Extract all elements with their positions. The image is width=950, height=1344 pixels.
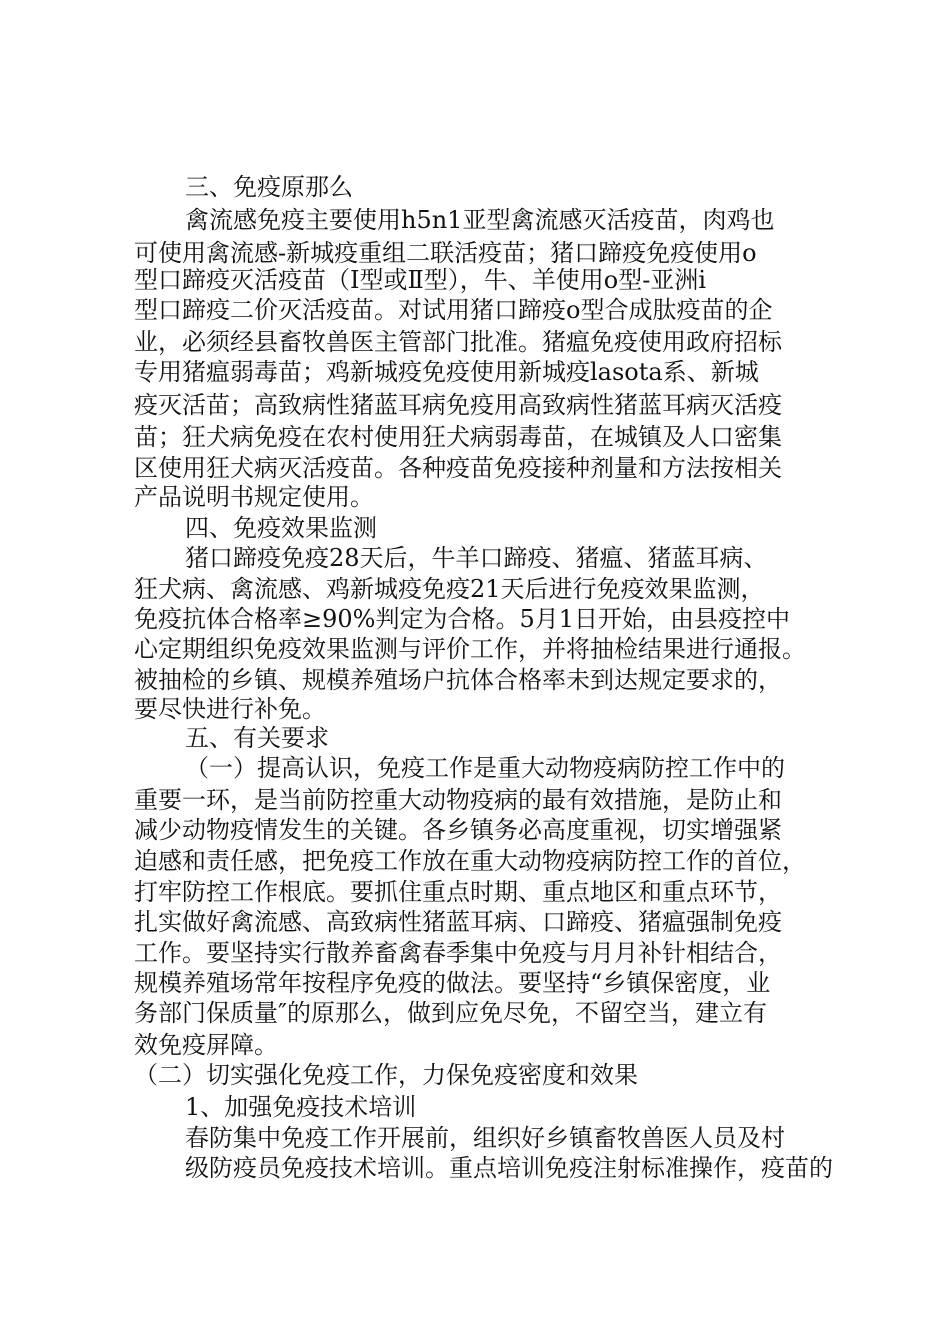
paragraph-line: 型口蹄疫灭活疫苗（Ⅰ型或Ⅱ型），牛、羊使用o型-亚洲i — [134, 266, 707, 294]
paragraph-line: 重要一环，是当前防控重大动物疫病的最有效措施，是防止和 — [134, 786, 782, 814]
paragraph-line: 疫灭活苗；高致病性猪蓝耳病免疫用高致病性猪蓝耳病灭活疫 — [134, 391, 782, 419]
paragraph-line: （二）切实强化免疫工作，力保免疫密度和效果 — [134, 1061, 638, 1089]
paragraph-line: 心定期组织免疫效果监测与评价工作，并将抽检结果进行通报。 — [134, 635, 806, 663]
paragraph-line: 苗；狂犬病免疫在农村使用狂犬病弱毒苗，在城镇及人口密集 — [134, 423, 782, 451]
section-heading: 三、免疫原那么 — [185, 173, 353, 201]
paragraph-line: 型口蹄疫二价灭活疫苗。对试用猪口蹄疫o型合成肽疫苗的企 — [134, 296, 773, 324]
paragraph-line: 效免疫屏障。 — [134, 1031, 278, 1059]
paragraph-line: 要尽快进行补免。 — [134, 695, 326, 723]
subsection-heading: 春防集中免疫工作开展前，组织好乡镇畜牧兽医人员及村 — [185, 1124, 785, 1152]
paragraph-line: 免疫抗体合格率≥90%判定为合格。5月1日开始，由县疫控中 — [134, 605, 790, 633]
subsection-heading: 1、加强免疫技术培训 — [185, 1093, 417, 1121]
paragraph-line: （一）提高认识，免疫工作是重大动物疫病防控工作中的 — [185, 754, 785, 782]
paragraph-line: 务部门保质量″的原那么，做到应免尽免，不留空当，建立有 — [134, 999, 767, 1027]
paragraph-line: 减少动物疫情发生的关键。各乡镇务必高度重视，切实增强紧 — [134, 816, 782, 844]
paragraph-line: 禽流感免疫主要使用h5n1亚型禽流感灭活疫苗，肉鸡也 — [185, 206, 775, 234]
paragraph-line: 工作。要坚持实行散养畜禽春季集中免疫与月月补针相结合， — [134, 939, 782, 967]
paragraph-line: 产品说明书规定使用。 — [134, 483, 374, 511]
paragraph-line: 打牢防控工作根底。要抓住重点时期、重点地区和重点环节， — [134, 878, 782, 906]
paragraph-line: 区使用狂犬病灭活疫苗。各种疫苗免疫接种剂量和方法按相关 — [134, 454, 782, 482]
paragraph-line: 被抽检的乡镇、规模养殖场户抗体合格率未到达规定要求的， — [134, 666, 782, 694]
paragraph-line: 专用猪瘟弱毒苗；鸡新城疫免疫使用新城疫lasota系、新城 — [134, 358, 759, 386]
paragraph-line: 业，必须经县畜牧兽医主管部门批准。猪瘟免疫使用政府招标 — [134, 328, 782, 356]
paragraph-line: 可使用禽流感-新城疫重组二联活疫苗；猪口蹄疫免疫使用o — [134, 239, 757, 267]
paragraph-line: 迫感和责任感，把免疫工作放在重大动物疫病防控工作的首位， — [134, 847, 806, 875]
section-heading: 四、免疫效果监测 — [185, 514, 377, 542]
paragraph-line: 狂犬病、禽流感、鸡新城疫免疫21天后进行免疫效果监测， — [134, 575, 765, 603]
paragraph-line: 猪口蹄疫免疫28天后，牛羊口蹄疫、猪瘟、猪蓝耳病、 — [185, 544, 768, 572]
paragraph-line: 规模养殖场常年按程序免疫的做法。要坚持“乡镇保密度，业 — [134, 969, 771, 997]
paragraph-line: 扎实做好禽流感、高致病性猪蓝耳病、口蹄疫、猪瘟强制免疫 — [134, 908, 782, 936]
paragraph-line: 级防疫员免疫技术培训。重点培训免疫注射标准操作，疫苗的 — [185, 1154, 833, 1182]
section-heading: 五、有关要求 — [185, 724, 329, 752]
